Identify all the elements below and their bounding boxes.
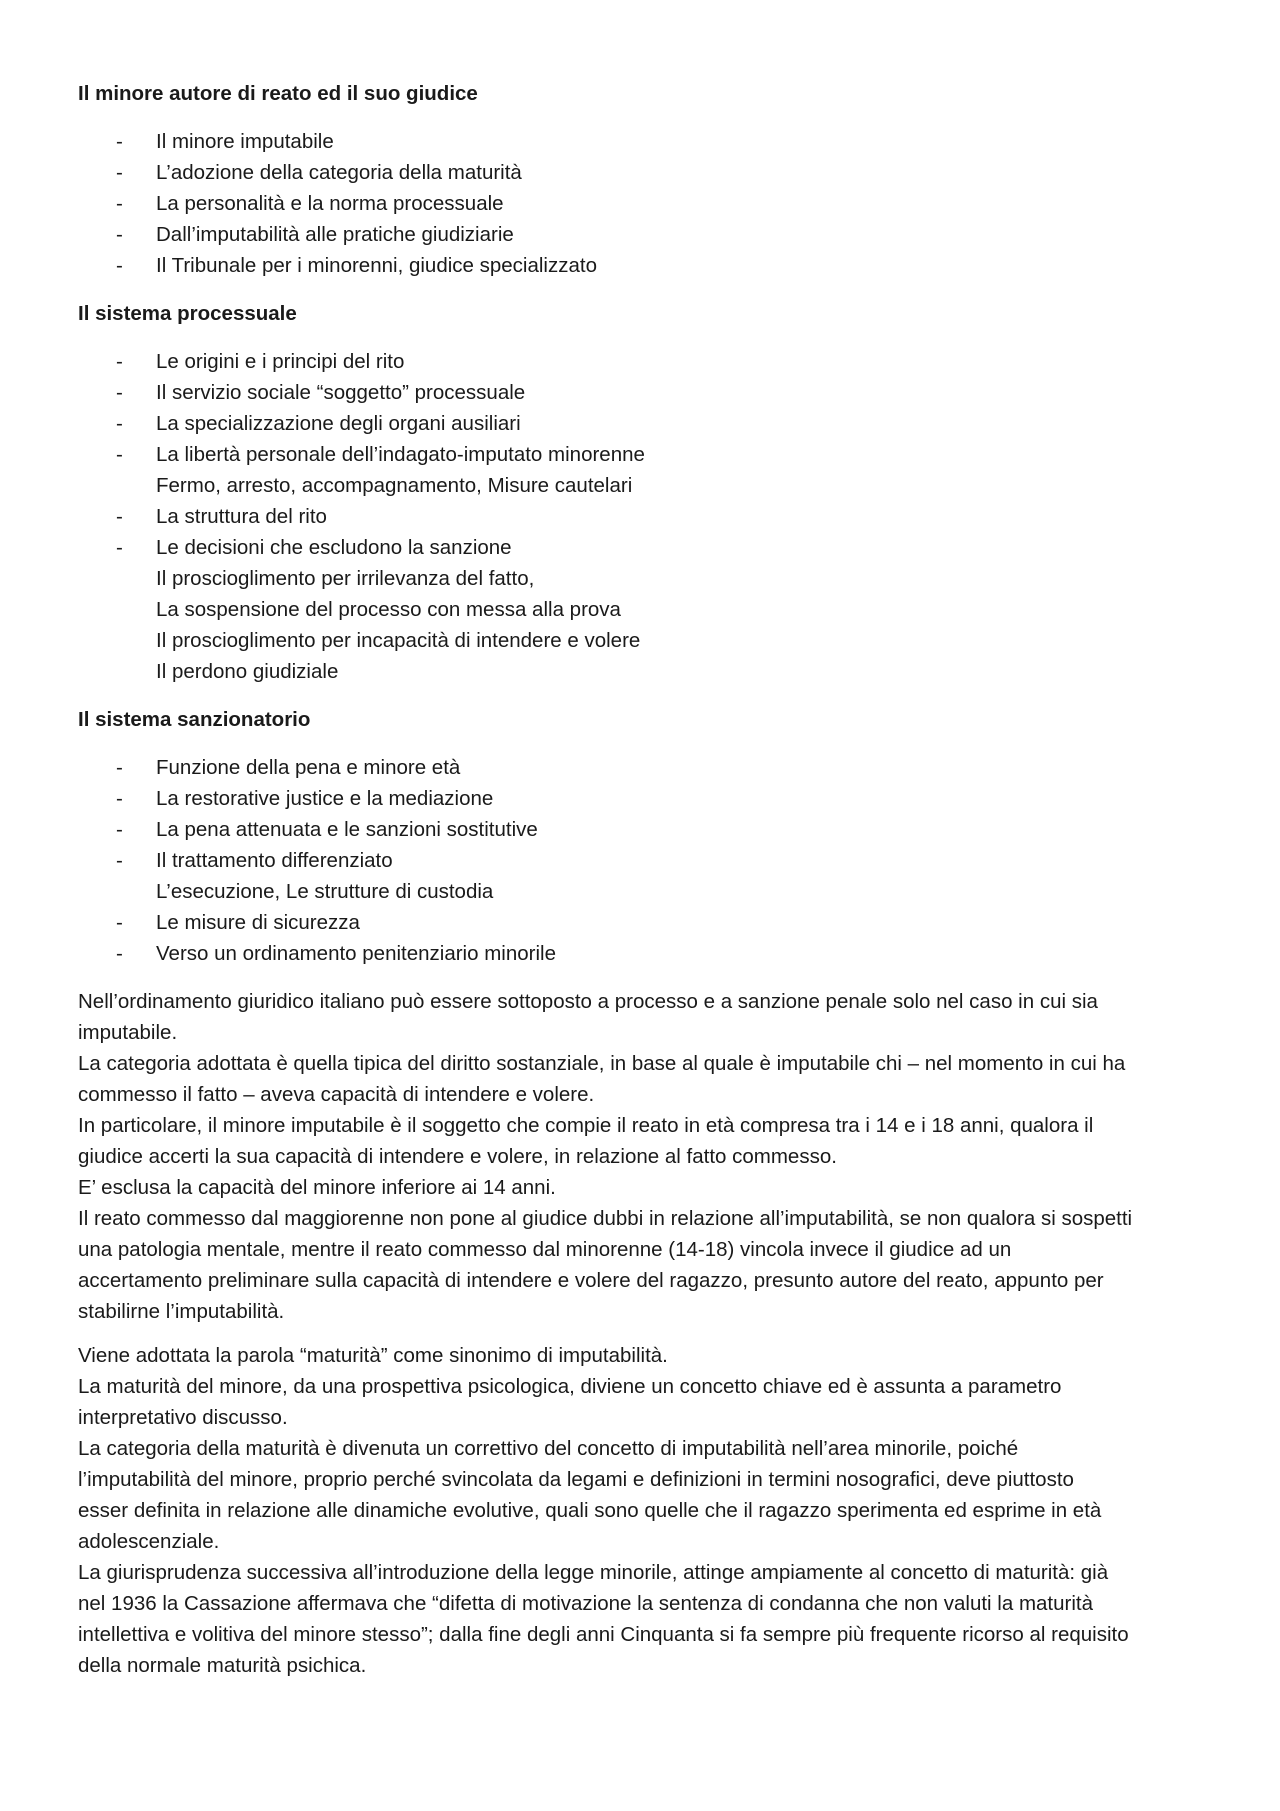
topic-subline: Il proscioglimento per incapacità di intendere e volere xyxy=(156,629,641,652)
paragraph-line: Viene adottata la parola “maturità” come sinonimo di imputabilità. xyxy=(78,1344,668,1367)
section-topic-list xyxy=(78,346,1218,687)
topic-list-item xyxy=(78,532,1218,687)
paragraph-line: E’ esclusa la capacità del minore inferiore ai 14 anni. xyxy=(78,1176,556,1199)
paragraph-line: nel 1936 la Cassazione affermava che “difetta di motivazione la sentenza di condanna che non valuti la maturità xyxy=(78,1592,1093,1615)
topic-list-item xyxy=(78,783,1218,814)
paragraph-line: stabilirne l’imputabilità. xyxy=(78,1300,285,1323)
section-topic-list xyxy=(78,752,1218,969)
topic-text: Il servizio sociale “soggetto” processuale xyxy=(156,381,526,404)
topic-list-item xyxy=(78,157,1218,188)
list-dash-marker: - xyxy=(116,849,123,872)
paragraph-line: imputabile. xyxy=(78,1021,178,1044)
topic-subline: Il proscioglimento per irrilevanza del fatto, xyxy=(156,567,535,590)
paragraph-line: accertamento preliminare sulla capacità di intendere e volere del ragazzo, presunto autore del reato, appunto per xyxy=(78,1269,1104,1292)
paragraph-line: La categoria adottata è quella tipica del diritto sostanziale, in base al quale è imputabile chi – nel momento in cui ha xyxy=(78,1052,1126,1075)
paragraph-line: La categoria della maturità è divenuta un correttivo del concetto di imputabilità nell’area minorile, poiché xyxy=(78,1437,1019,1460)
list-dash-marker: - xyxy=(116,756,123,779)
paragraph-line: una patologia mentale, mentre il reato commesso dal minorenne (14-18) vincola invece il giudice ad un xyxy=(78,1238,1012,1261)
paragraph-line: In particolare, il minore imputabile è il soggetto che compie il reato in età compresa tra i 14 e i 18 anni, qualora il xyxy=(78,1114,1094,1137)
topic-list-item xyxy=(78,377,1218,408)
topic-list-item xyxy=(78,501,1218,532)
topic-text: L’adozione della categoria della maturità xyxy=(156,161,522,184)
paragraph-line: interpretativo discusso. xyxy=(78,1406,288,1429)
list-dash-marker: - xyxy=(116,412,123,435)
list-dash-marker: - xyxy=(116,818,123,841)
topic-text: Verso un ordinamento penitenziario minorile xyxy=(156,942,556,965)
topic-text: La personalità e la norma processuale xyxy=(156,192,504,215)
topic-list-item xyxy=(78,845,1218,907)
body-paragraph xyxy=(78,986,1218,1327)
topic-text: La libertà personale dell’indagato-imputato minorenne xyxy=(156,443,645,466)
topic-text: La pena attenuata e le sanzioni sostitutive xyxy=(156,818,538,841)
paragraph-line: giudice accerti la sua capacità di intendere e volere, in relazione al fatto commesso. xyxy=(78,1145,837,1168)
topic-text: Le decisioni che escludono la sanzione xyxy=(156,536,512,559)
topic-text: Funzione della pena e minore età xyxy=(156,756,461,779)
paragraph-line: della normale maturità psichica. xyxy=(78,1654,367,1677)
topic-subline: L’esecuzione, Le strutture di custodia xyxy=(156,880,494,903)
paragraph-line: adolescenziale. xyxy=(78,1530,220,1553)
topic-list-item xyxy=(78,752,1218,783)
topic-text: Il Tribunale per i minorenni, giudice specializzato xyxy=(156,254,597,277)
topic-list-item xyxy=(78,907,1218,938)
topic-text: Dall’imputabilità alle pratiche giudiziarie xyxy=(156,223,514,246)
paragraph-line: commesso il fatto – aveva capacità di intendere e volere. xyxy=(78,1083,595,1106)
topic-text: Le origini e i principi del rito xyxy=(156,350,405,373)
topic-list-item xyxy=(78,346,1218,377)
topic-subline: La sospensione del processo con messa alla prova xyxy=(156,598,621,621)
topic-list-item xyxy=(78,250,1218,281)
list-dash-marker: - xyxy=(116,911,123,934)
topic-text: La struttura del rito xyxy=(156,505,327,528)
list-dash-marker: - xyxy=(116,787,123,810)
paragraph-line: Nell’ordinamento giuridico italiano può essere sottoposto a processo e a sanzione penale solo nel caso in cui sia xyxy=(78,990,1098,1013)
list-dash-marker: - xyxy=(116,223,123,246)
list-dash-marker: - xyxy=(116,381,123,404)
list-dash-marker: - xyxy=(116,536,123,559)
list-dash-marker: - xyxy=(116,350,123,373)
paragraph-line: intellettiva e volitiva del minore stesso”; dalla fine degli anni Cinquanta si fa sempre più frequente ricorso al requisito xyxy=(78,1623,1129,1646)
paragraph-line: l’imputabilità del minore, proprio perché svincolata da legami e definizioni in termini nosografici, deve piuttosto xyxy=(78,1468,1074,1491)
list-dash-marker: - xyxy=(116,161,123,184)
topic-list-item xyxy=(78,814,1218,845)
topic-list-item xyxy=(78,219,1218,250)
topic-text: Il trattamento differenziato xyxy=(156,849,393,872)
section-heading: Il sistema processuale xyxy=(78,302,297,325)
paragraph-line: La maturità del minore, da una prospettiva psicologica, diviene un concetto chiave ed è assunta a parametro xyxy=(78,1375,1062,1398)
list-dash-marker: - xyxy=(116,942,123,965)
list-dash-marker: - xyxy=(116,130,123,153)
topic-list-item xyxy=(78,126,1218,157)
topic-subline: Il perdono giudiziale xyxy=(156,660,339,683)
body-paragraph xyxy=(78,1340,1218,1681)
paragraph-line: esser definita in relazione alle dinamiche evolutive, quali sono quelle che il ragazzo sperimenta ed esprime in età xyxy=(78,1499,1102,1522)
list-dash-marker: - xyxy=(116,443,123,466)
topic-list-item xyxy=(78,188,1218,219)
topic-list-item xyxy=(78,408,1218,439)
topic-list-item xyxy=(78,439,1218,501)
topic-text: La restorative justice e la mediazione xyxy=(156,787,494,810)
topic-text: La specializzazione degli organi ausiliari xyxy=(156,412,521,435)
topic-text: Le misure di sicurezza xyxy=(156,911,360,934)
topic-subline: Fermo, arresto, accompagnamento, Misure cautelari xyxy=(156,474,633,497)
list-dash-marker: - xyxy=(116,192,123,215)
list-dash-marker: - xyxy=(116,505,123,528)
section-topic-list xyxy=(78,126,1218,281)
list-dash-marker: - xyxy=(116,254,123,277)
paragraph-line: La giurisprudenza successiva all’introduzione della legge minorile, attinge ampiamente al concetto di maturità: già xyxy=(78,1561,1109,1584)
section-heading: Il sistema sanzionatorio xyxy=(78,708,311,731)
section-heading: Il minore autore di reato ed il suo giudice xyxy=(78,82,478,105)
paragraph-line: Il reato commesso dal maggiorenne non pone al giudice dubbi in relazione all’imputabilità, se non qualora si sospetti xyxy=(78,1207,1133,1230)
topic-text: Il minore imputabile xyxy=(156,130,334,153)
topic-list-item xyxy=(78,938,1218,969)
document-body xyxy=(78,78,1218,1694)
